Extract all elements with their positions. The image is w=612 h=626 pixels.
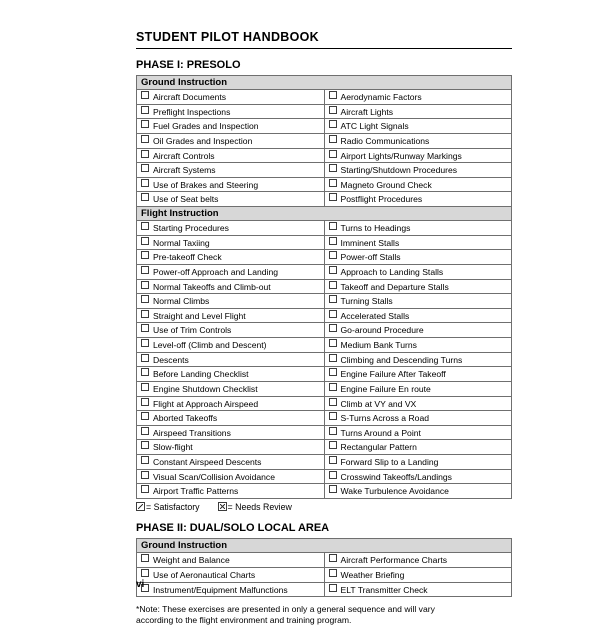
checklist-cell[interactable]: Power-off Stalls	[324, 250, 512, 265]
checkbox-icon[interactable]	[329, 485, 337, 493]
checkbox-icon[interactable]	[141, 179, 149, 187]
table-row	[137, 235, 512, 250]
checkbox-icon[interactable]	[141, 135, 149, 143]
checkbox-icon[interactable]	[329, 179, 337, 187]
checkbox-icon[interactable]	[329, 135, 337, 143]
checkbox-icon[interactable]	[329, 368, 337, 376]
checkbox-icon[interactable]	[141, 310, 149, 318]
checklist-cell[interactable]: ELT Transmitter Check	[324, 582, 512, 597]
checkbox-icon[interactable]	[329, 237, 337, 245]
checkbox-icon[interactable]	[329, 91, 337, 99]
checkbox-icon[interactable]	[141, 554, 149, 562]
checklist-cell[interactable]: Power-off Approach and Landing	[137, 264, 325, 279]
table-row	[137, 568, 512, 583]
checkbox-icon[interactable]	[141, 251, 149, 259]
checkbox-icon[interactable]	[141, 120, 149, 128]
checklist-cell[interactable]: Takeoff and Departure Stalls	[324, 279, 512, 294]
checkbox-icon[interactable]	[329, 310, 337, 318]
table-row	[137, 440, 512, 455]
checklist-cell[interactable]: Descents	[137, 352, 325, 367]
checkbox-icon[interactable]	[141, 471, 149, 479]
footnote: *Note: These exercises are presented in only a general sequence and will vary according to the flight environment and training program.	[136, 604, 435, 626]
checkbox-icon[interactable]	[141, 456, 149, 464]
checklist-cell[interactable]: Use of Seat belts	[137, 192, 325, 207]
checkbox-icon[interactable]	[329, 164, 337, 172]
table-row	[137, 582, 512, 597]
table-row	[137, 148, 512, 163]
checklist-cell[interactable]: Crosswind Takeoffs/Landings	[324, 469, 512, 484]
table-row	[137, 338, 512, 353]
satisfactory-box-icon	[136, 502, 145, 511]
table-row	[137, 250, 512, 265]
checklist-cell[interactable]: Aircraft Performance Charts	[324, 553, 512, 568]
checkbox-icon[interactable]	[141, 398, 149, 406]
phase-2-title: PHASE II: DUAL/SOLO LOCAL AREA	[136, 522, 330, 535]
checklist-cell[interactable]: Engine Failure En route	[324, 381, 512, 396]
table-row	[137, 425, 512, 440]
table-row	[137, 192, 512, 207]
checkbox-icon[interactable]	[329, 339, 337, 347]
checklist-cell[interactable]: Visual Scan/Collision Avoidance	[137, 469, 325, 484]
checklist-cell[interactable]: Fuel Grades and Inspection	[137, 119, 325, 134]
table-row	[137, 177, 512, 192]
table-row	[137, 396, 512, 411]
checkbox-icon[interactable]	[329, 584, 337, 592]
checklist-cell[interactable]: Postflight Procedures	[324, 192, 512, 207]
table-row	[137, 279, 512, 294]
legend	[136, 502, 512, 513]
table-row	[137, 553, 512, 568]
checklist-cell[interactable]: Weather Briefing	[324, 568, 512, 583]
checkbox-icon[interactable]	[141, 106, 149, 114]
checklist-cell[interactable]: Forward Slip to a Landing	[324, 455, 512, 470]
table-row	[137, 133, 512, 148]
phase-2-ground-instruction-heading: Ground Instruction	[136, 538, 512, 552]
checkbox-icon[interactable]	[329, 471, 337, 479]
checklist-cell[interactable]: Starting/Shutdown Procedures	[324, 163, 512, 178]
checkbox-icon[interactable]	[329, 441, 337, 449]
checklist-cell[interactable]: Normal Climbs	[137, 294, 325, 309]
checkbox-icon[interactable]	[141, 324, 149, 332]
checkbox-icon[interactable]	[329, 354, 337, 362]
checkbox-icon[interactable]	[141, 193, 149, 201]
checklist-cell[interactable]: Aircraft Controls	[137, 148, 325, 163]
checkbox-icon[interactable]	[141, 91, 149, 99]
checklist-cell[interactable]: Slow-flight	[137, 440, 325, 455]
phase-1-ground-instruction-heading: Ground Instruction	[136, 75, 512, 89]
checklist-cell[interactable]: Constant Airspeed Descents	[137, 455, 325, 470]
checkbox-icon[interactable]	[141, 150, 149, 158]
checklist-cell[interactable]: Aircraft Lights	[324, 104, 512, 119]
table-row	[137, 455, 512, 470]
table-row	[137, 104, 512, 119]
page-title: STUDENT PILOT HANDBOOK	[136, 30, 512, 49]
checklist-cell[interactable]: Radio Communications	[324, 133, 512, 148]
checklist-cell[interactable]: Starting Procedures	[137, 221, 325, 236]
checkbox-icon[interactable]	[329, 222, 337, 230]
checklist-cell[interactable]: Straight and Level Flight	[137, 308, 325, 323]
checklist-cell[interactable]: Magneto Ground Check	[324, 177, 512, 192]
legend-satisfactory-label: = Satisfactory	[146, 501, 200, 512]
needs-review-box-icon	[218, 502, 227, 511]
checklist-cell[interactable]: Engine Failure After Takeoff	[324, 367, 512, 382]
checklist-cell[interactable]: Pre-takeoff Check	[137, 250, 325, 265]
checkbox-icon[interactable]	[141, 266, 149, 274]
table-row	[137, 352, 512, 367]
checklist-cell[interactable]: Aircraft Systems	[137, 163, 325, 178]
table-row	[137, 323, 512, 338]
checklist-cell[interactable]: Aircraft Documents	[137, 90, 325, 105]
checkbox-icon[interactable]	[141, 485, 149, 493]
checkbox-icon[interactable]	[329, 398, 337, 406]
checklist-cell[interactable]: Oil Grades and Inspection	[137, 133, 325, 148]
checklist-cell[interactable]: Imminent Stalls	[324, 235, 512, 250]
checklist-cell[interactable]: Wake Turbulence Avoidance	[324, 484, 512, 499]
checklist-cell[interactable]: Turns Around a Point	[324, 425, 512, 440]
checklist-cell[interactable]: Approach to Landing Stalls	[324, 264, 512, 279]
checkbox-icon[interactable]	[141, 368, 149, 376]
checklist-cell[interactable]: Turning Stalls	[324, 294, 512, 309]
legend-needs-review-label: = Needs Review	[227, 501, 292, 512]
checklist-cell[interactable]: Go-around Procedure	[324, 323, 512, 338]
checklist-cell[interactable]: Airspeed Transitions	[137, 425, 325, 440]
checkbox-icon[interactable]	[141, 354, 149, 362]
checkbox-icon[interactable]	[329, 193, 337, 201]
checkbox-icon[interactable]	[329, 295, 337, 303]
page-number: vi	[136, 579, 145, 590]
checklist-cell[interactable]: Rectangular Pattern	[324, 440, 512, 455]
checkbox-icon[interactable]	[141, 222, 149, 230]
table-row	[137, 469, 512, 484]
phase-1-flight-instruction-heading: Flight Instruction	[136, 207, 512, 220]
table-row	[137, 308, 512, 323]
table-row	[137, 90, 512, 105]
checklist-cell[interactable]: Normal Takeoffs and Climb-out	[137, 279, 325, 294]
checkbox-icon[interactable]	[329, 554, 337, 562]
table-row	[137, 381, 512, 396]
checklist-cell[interactable]: S-Turns Across a Road	[324, 411, 512, 426]
checklist-cell[interactable]: Level-off (Climb and Descent)	[137, 338, 325, 353]
checkbox-icon[interactable]	[141, 237, 149, 245]
checklist-cell[interactable]: Use of Brakes and Steering	[137, 177, 325, 192]
checkbox-icon[interactable]	[329, 281, 337, 289]
table-row	[137, 221, 512, 236]
checkbox-icon[interactable]	[141, 412, 149, 420]
checklist-cell[interactable]: Aerodynamic Factors	[324, 90, 512, 105]
checklist-cell[interactable]: Instrument/Equipment Malfunctions	[137, 582, 325, 597]
checkbox-icon[interactable]	[329, 150, 337, 158]
table-row	[137, 163, 512, 178]
checkbox-icon[interactable]	[329, 251, 337, 259]
checklist-cell[interactable]: Preflight Inspections	[137, 104, 325, 119]
checkbox-icon[interactable]	[141, 164, 149, 172]
checkbox-icon[interactable]	[329, 456, 337, 464]
table-row	[137, 119, 512, 134]
checkbox-icon[interactable]	[141, 339, 149, 347]
checklist-cell[interactable]: Turns to Headings	[324, 221, 512, 236]
phase-1-ground-instruction-table	[136, 89, 512, 207]
checklist-cell[interactable]: Climbing and Descending Turns	[324, 352, 512, 367]
checkbox-icon[interactable]	[141, 427, 149, 435]
checklist-cell[interactable]: Use of Aeronautical Charts	[137, 568, 325, 583]
checkbox-icon[interactable]	[329, 120, 337, 128]
checklist-cell[interactable]: Aborted Takeoffs	[137, 411, 325, 426]
table-row	[137, 411, 512, 426]
checkbox-icon[interactable]	[329, 324, 337, 332]
checkbox-icon[interactable]	[329, 383, 337, 391]
checklist-cell[interactable]: Airport Traffic Patterns	[137, 484, 325, 499]
checkbox-icon[interactable]	[329, 569, 337, 577]
checklist-cell[interactable]: Normal Taxiing	[137, 235, 325, 250]
checkbox-icon[interactable]	[141, 281, 149, 289]
checkbox-icon[interactable]	[329, 412, 337, 420]
checkbox-icon[interactable]	[329, 266, 337, 274]
checklist-cell[interactable]: Airport Lights/Runway Markings	[324, 148, 512, 163]
phase-2-ground-instruction-table	[136, 552, 512, 597]
checkbox-icon[interactable]	[141, 441, 149, 449]
checklist-cell[interactable]: Medium Bank Turns	[324, 338, 512, 353]
checkbox-icon[interactable]	[329, 106, 337, 114]
checklist-cell[interactable]: Flight at Approach Airspeed	[137, 396, 325, 411]
table-row	[137, 367, 512, 382]
checklist-cell[interactable]: Engine Shutdown Checklist	[137, 381, 325, 396]
checklist-cell[interactable]: Before Landing Checklist	[137, 367, 325, 382]
checkbox-icon[interactable]	[141, 383, 149, 391]
checklist-cell[interactable]: Use of Trim Controls	[137, 323, 325, 338]
checklist-cell[interactable]: Weight and Balance	[137, 553, 325, 568]
table-row	[137, 264, 512, 279]
phase-1-title: PHASE I: PRESOLO	[136, 59, 241, 71]
checklist-cell[interactable]: ATC Light Signals	[324, 119, 512, 134]
checkbox-icon[interactable]	[141, 295, 149, 303]
checkbox-icon[interactable]	[329, 427, 337, 435]
table-row	[137, 484, 512, 499]
checklist-cell[interactable]: Accelerated Stalls	[324, 308, 512, 323]
phase-1-flight-instruction-table	[136, 220, 512, 499]
table-row	[137, 294, 512, 309]
checkbox-icon[interactable]	[141, 569, 149, 577]
checklist-cell[interactable]: Climb at VY and VX	[324, 396, 512, 411]
